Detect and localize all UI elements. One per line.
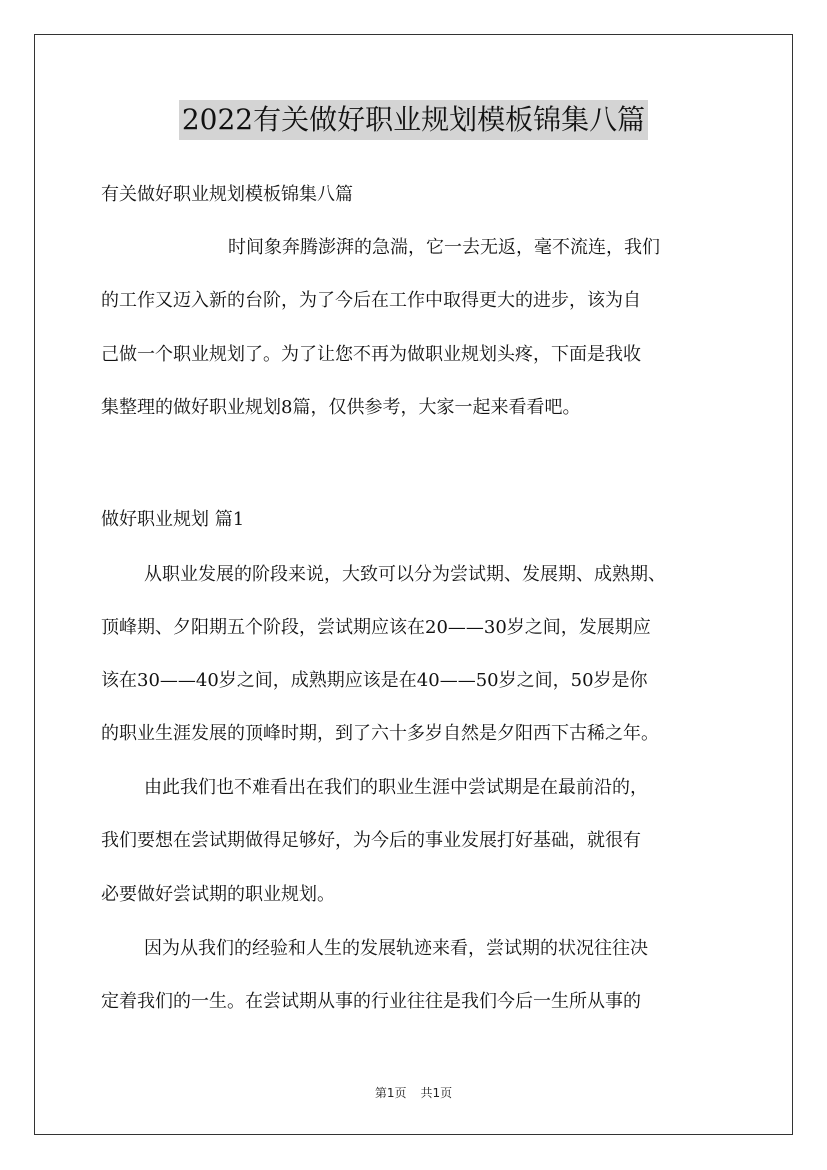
intro-line: 的工作又迈入新的台阶，为了今后在工作中取得更大的进步，该为自 (101, 290, 641, 311)
paragraph-line: 定着我们的一生。在尝试期从事的行业往往是我们今后一生所从事的 (101, 991, 641, 1012)
paragraph-line: 必要做好尝试期的职业规划。 (101, 884, 335, 905)
intro-line: 己做一个职业规划了。为了让您不再为做职业规划头疼，下面是我收 (101, 344, 641, 365)
paragraph-line: 的职业生涯发展的顶峰时期，到了六十多岁自然是夕阳西下古稀之年。 (101, 723, 659, 744)
intro-line: 时间象奔腾澎湃的急湍，它一去无返，毫不流连，我们 (228, 237, 660, 258)
document-title: 2022有关做好职业规划模板锦集八篇 (179, 100, 648, 140)
page-footer (0, 1084, 827, 1101)
title-container (0, 100, 827, 140)
paragraph-line: 由此我们也不难看出在我们的职业生涯中尝试期是在最前沿的， (144, 777, 648, 798)
paragraph-line: 该在30——40岁之间，成熟期应该是在40——50岁之间，50岁是你 (101, 670, 648, 691)
page-number: 第1页 (374, 1086, 407, 1100)
paragraph-line: 我们要想在尝试期做得足够好，为今后的事业发展打好基础，就很有 (101, 830, 641, 851)
page-total: 共1页 (420, 1086, 453, 1100)
paragraph-line: 顶峰期、夕阳期五个阶段，尝试期应该在20——30岁之间，发展期应 (101, 617, 651, 638)
paragraph-line: 从职业发展的阶段来说，大致可以分为尝试期、发展期、成熟期、 (144, 564, 666, 585)
document-subtitle: 有关做好职业规划模板锦集八篇 (101, 184, 353, 205)
paragraph-line: 因为从我们的经验和人生的发展轨迹来看，尝试期的状况往往决 (144, 938, 648, 959)
intro-line: 集整理的做好职业规划8篇，仅供参考，大家一起来看看吧。 (101, 397, 581, 418)
section-heading: 做好职业规划 篇1 (101, 509, 245, 530)
